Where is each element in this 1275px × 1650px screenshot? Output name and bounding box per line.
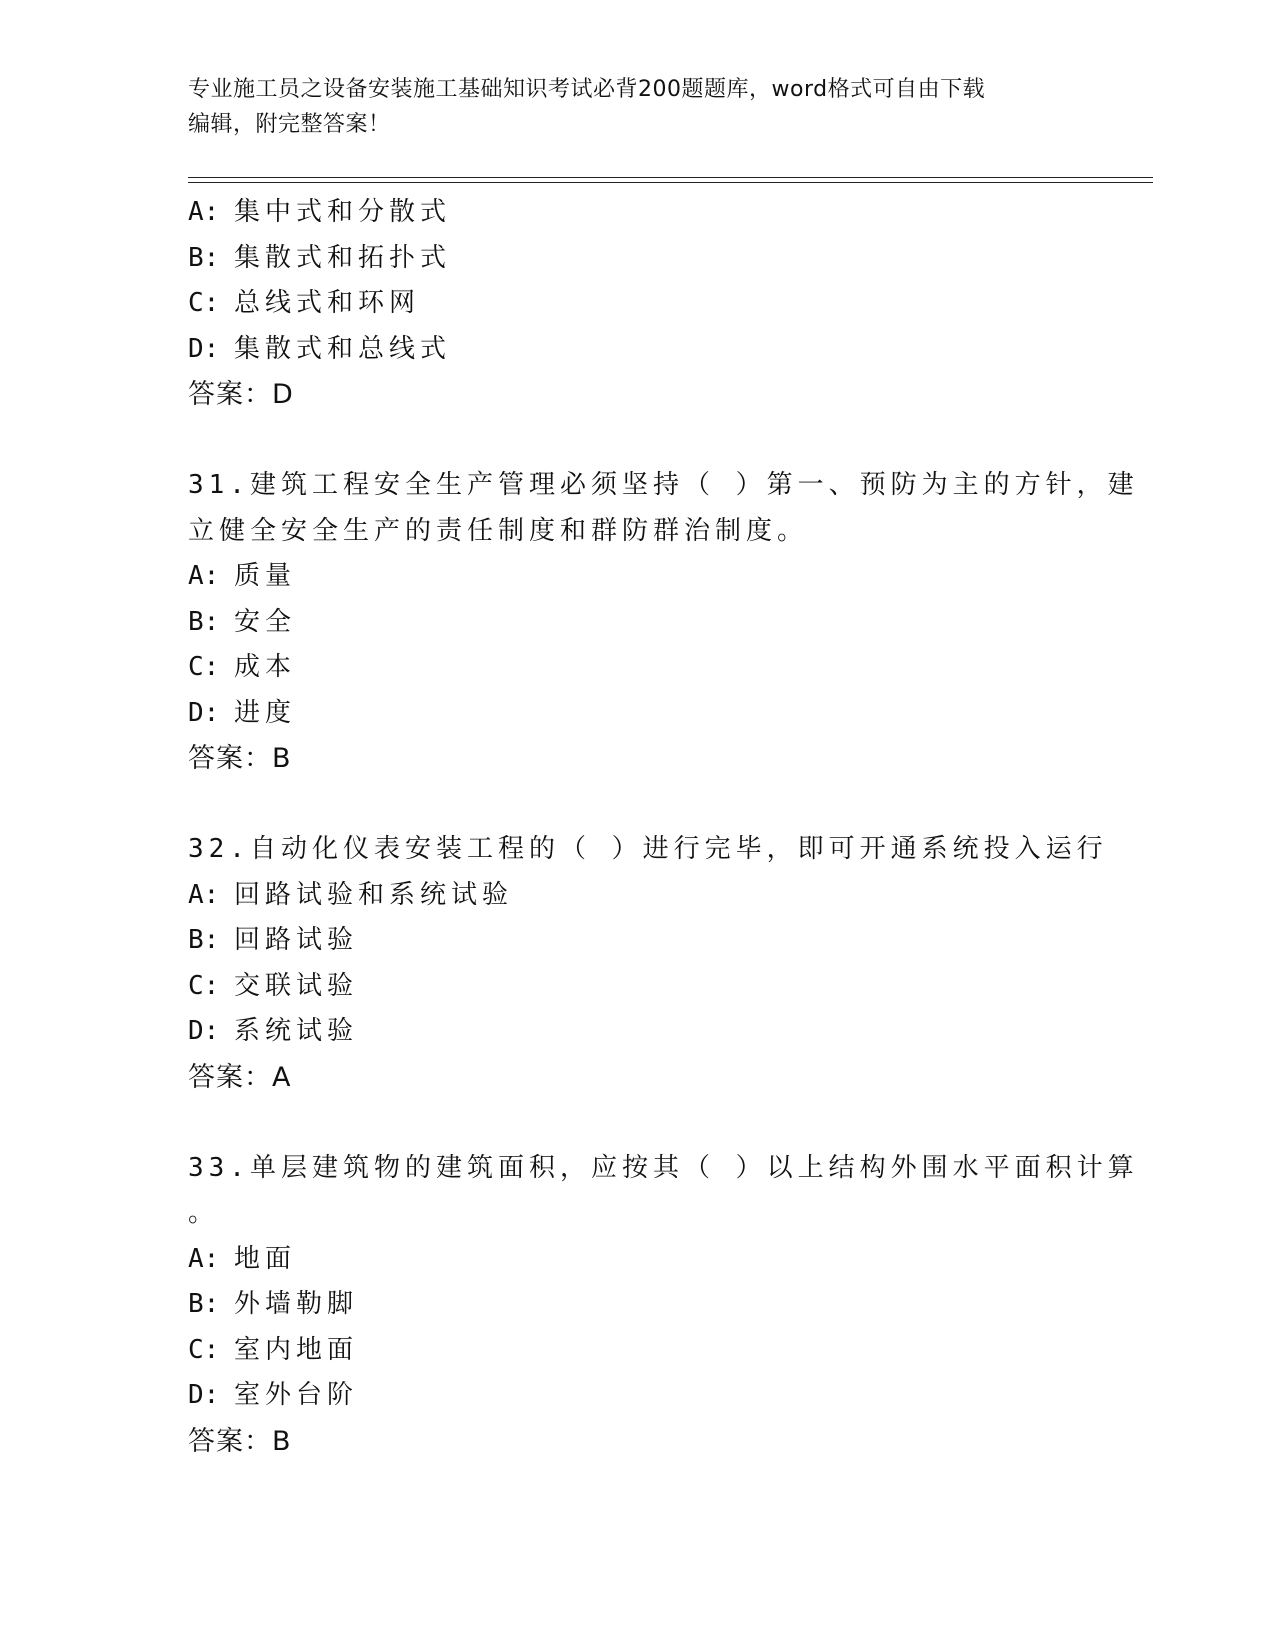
question-list	[188, 190, 1139, 1464]
question-30	[188, 190, 1088, 418]
option-c: C: 交联试验	[188, 970, 359, 1001]
option-c: C: 总线式和环网	[188, 288, 421, 318]
question-33	[188, 1146, 1139, 1465]
option-b: B: 集散式和拓扑式	[188, 242, 452, 273]
option-c: C: 成本	[188, 652, 297, 682]
option-c: C: 室内地面	[188, 1334, 359, 1365]
header-line-2: 编辑，附完整答案！	[188, 112, 391, 137]
answer: 答案：D	[188, 379, 294, 410]
answer: 答案：B	[188, 743, 292, 774]
header-divider-top	[188, 177, 1153, 178]
question-text-line-2: 。	[188, 1198, 220, 1228]
option-d: D: 室外台阶	[188, 1380, 359, 1410]
option-b: B: 外墙勒脚	[188, 1289, 359, 1319]
option-b: B: 回路试验	[188, 925, 359, 955]
answer: 答案：B	[188, 1425, 292, 1457]
question-text-line-1: 33.单层建筑物的建筑面积，应按其（ ）以上结构外围水平面积计算	[188, 1152, 1139, 1183]
option-d: D: 系统试验	[188, 1016, 359, 1046]
option-d: D: 集散式和总线式	[188, 333, 452, 364]
option-a: A: 集中式和分散式	[188, 197, 452, 227]
option-a: A: 回路试验和系统试验	[188, 879, 514, 910]
header-line-1: 专业施工员之设备安装施工基础知识考试必背200题题库，word格式可自由下载	[188, 77, 986, 102]
answer: 答案：A	[188, 1061, 292, 1093]
option-b: B: 安全	[188, 606, 297, 637]
question-31	[188, 463, 1139, 782]
document-header	[188, 72, 1068, 142]
option-a: A: 质量	[188, 561, 297, 591]
question-text-line-1: 31.建筑工程安全生产管理必须坚持（ ）第一、预防为主的方针，建	[188, 470, 1139, 500]
header-divider-bottom	[188, 182, 1153, 183]
question-text-line-1: 32.自动化仪表安装工程的（ ）进行完毕，即可开通系统投入运行	[188, 834, 1108, 864]
question-32	[188, 827, 1108, 1100]
option-a: A: 地面	[188, 1243, 297, 1274]
question-text-line-2: 立健全安全生产的责任制度和群防群治制度。	[188, 515, 809, 546]
option-d: D: 进度	[188, 697, 297, 728]
